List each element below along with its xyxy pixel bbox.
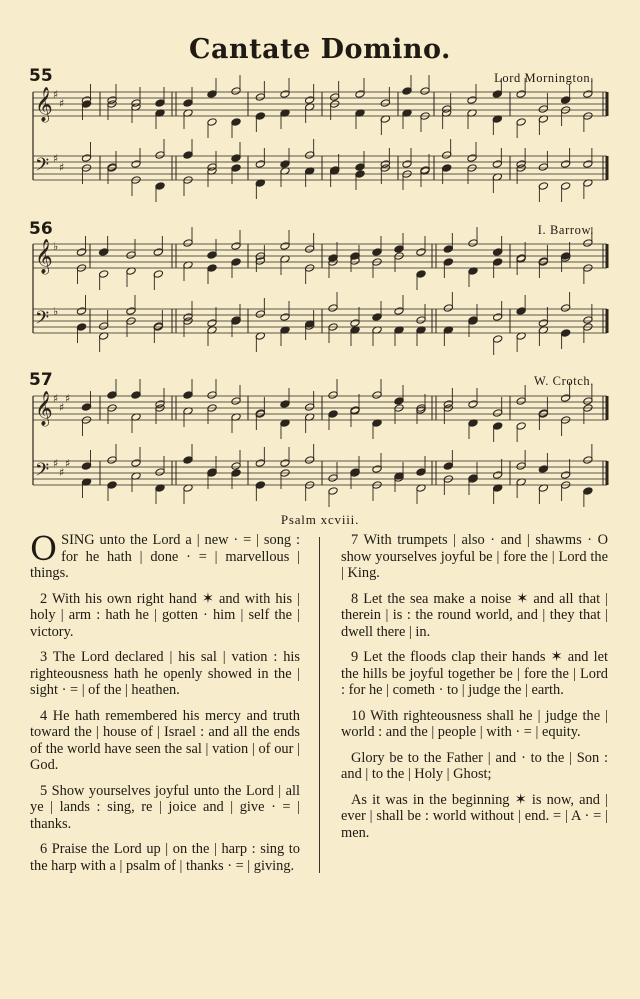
sharp-sign: ♯ xyxy=(59,161,65,174)
page-title: Cantate Domino. xyxy=(189,34,451,65)
verse: 6 Praise the Lord up | on the | harp : sing to the harp with a | psalm of | thanks · = | giving. xyxy=(30,841,300,874)
column-divider xyxy=(319,537,320,873)
flat-sign: ♭ xyxy=(53,305,59,318)
sharp-sign: ♯ xyxy=(59,466,65,479)
sharp-sign: ♯ xyxy=(53,457,59,470)
sharp-sign: ♯ xyxy=(65,392,71,405)
verse-1: O SING unto the Lord a | new · = | song : for he hath | done · = | marvellous | things. xyxy=(30,529,300,581)
sharp-sign: ♯ xyxy=(53,152,59,165)
hymn-number: 57 xyxy=(29,370,53,390)
flat-sign: ♭ xyxy=(53,240,59,253)
verse: 5 Show yourselves joyful unto the Lord | all ye | lands : sing, re | joice and | give · = | thanks. xyxy=(30,782,300,832)
treble-clef: 𝄞 xyxy=(35,87,53,122)
psalm-column-left xyxy=(30,529,300,883)
hymn-number: 56 xyxy=(29,219,53,239)
sharp-sign: ♯ xyxy=(53,392,59,405)
sharp-sign: ♯ xyxy=(53,88,59,101)
verse: 4 He hath remembered his mercy and truth toward the | house of | Israel : and all the ends of the world have seen the sal | vation | of our | God. xyxy=(30,707,300,773)
bass-clef: 𝄢 xyxy=(35,460,50,485)
verse: 9 Let the floods clap their hands ✶ and let the hills be joyful together be | fore the | Lord : for he | cometh · to | judge the | earth. xyxy=(341,649,608,698)
verse: 3 The Lord declared | his sal | vation : his righteousness hath he openly showed in the | sight · = | of the | heathen. xyxy=(30,649,300,698)
verse: Glory be to the Father | and · to the | Son : and | to the | Holy | Ghost; xyxy=(341,749,608,782)
verse: 7 With trumpets | also · and | shawms · O show yourselves joyful be | fore the | Lord the | King. xyxy=(341,532,608,581)
composer: W. Crotch. xyxy=(533,374,594,388)
verse: As it was in the beginning ✶ is now, and | ever | shall be : world without | end. = | A · = | men. xyxy=(341,791,608,841)
verse: 8 Let the sea make a noise ✶ and all that | therein | is : the round world, and | they that | dwell there | in. xyxy=(341,590,608,640)
bass-clef: 𝄢 xyxy=(35,155,50,180)
sharp-sign: ♯ xyxy=(59,401,65,414)
composer: Lord Mornington. xyxy=(494,71,594,85)
treble-clef: 𝄞 xyxy=(35,239,53,274)
psalm-column-right xyxy=(341,532,608,850)
verse: 10 With righteousness shall he | judge the | world : and the | people | with · = | equity. xyxy=(341,707,608,740)
psalm-heading: Psalm xcviii. xyxy=(280,512,360,527)
verse: 2 With his own right hand ✶ and with his | holy | arm : hath he | gotten · him | self the | victory. xyxy=(30,590,300,640)
treble-clef: 𝄞 xyxy=(35,391,53,426)
drop-cap: O xyxy=(30,529,58,568)
bass-clef: 𝄢 xyxy=(35,308,50,333)
sharp-sign: ♯ xyxy=(59,97,65,110)
hymn-number: 55 xyxy=(29,66,53,86)
composer: I. Barrow. xyxy=(537,223,594,237)
sharp-sign: ♯ xyxy=(65,457,71,470)
